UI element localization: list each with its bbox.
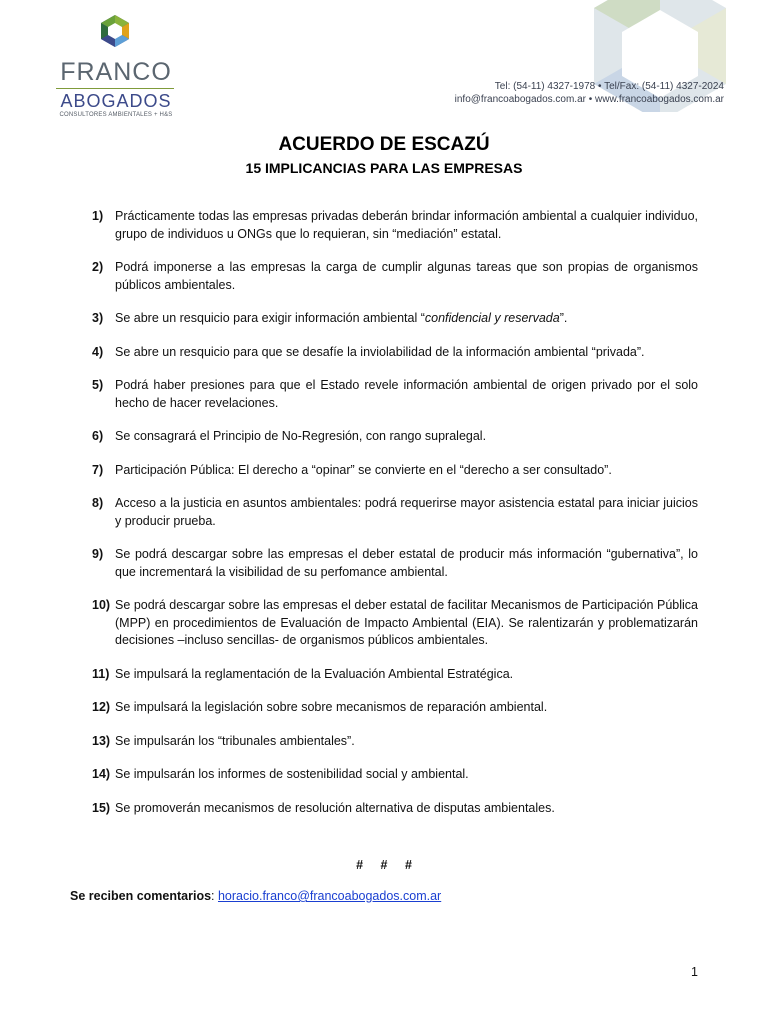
contact-phones: Tel: (54-11) 4327-1978 • Tel/Fax: (54-11) 4327-2024 xyxy=(494,81,724,92)
item-text: Se podrá descargar sobre las empresas el deber estatal de facilitar Mecanismos de Participación Pública (MPP) en procedimientos de Evaluación de Impacto Ambiental (EIA). Se ralentizarán y problematizarán decisiones –incluso sencillas- de organismos públicos ambientales. xyxy=(115,598,698,647)
document-subtitle: 15 IMPLICANCIAS PARA LAS EMPRESAS xyxy=(245,160,523,176)
item-text: Participación Pública: El derecho a “opinar” se convierte en el “derecho a ser consultado”. xyxy=(115,462,612,477)
item-text-italic: confidencial y reservada xyxy=(424,311,560,325)
item-number: 13) xyxy=(92,733,111,748)
item-number: 12) xyxy=(92,700,111,714)
list-item xyxy=(86,546,698,581)
item-text-after: ”. xyxy=(559,311,568,325)
item-number: 6) xyxy=(92,429,104,443)
item-text: Se podrá descargar sobre las empresas el deber estatal de producir más información “gubernativa”, lo que incrementará la visibilidad de su perfomance ambiental. xyxy=(115,547,698,579)
contact-info xyxy=(455,80,724,106)
list-item xyxy=(86,766,698,784)
list-item xyxy=(86,259,698,294)
item-text: Se promoverán mecanismos de resolución alternativa de disputas ambientales. xyxy=(115,800,555,815)
list-item xyxy=(86,733,698,751)
item-number: 15) xyxy=(92,800,111,815)
item-text: Podrá imponerse a las empresas la carga de cumplir algunas tareas que son propias de organismos públicos ambientales. xyxy=(115,260,698,292)
list-item xyxy=(86,428,698,446)
item-number: 14) xyxy=(92,767,111,781)
item-number: 11) xyxy=(92,666,110,681)
list-item xyxy=(86,344,698,362)
item-number: 2) xyxy=(92,260,104,274)
item-number: 4) xyxy=(92,344,104,359)
list-item xyxy=(86,800,698,818)
item-text: Podrá haber presiones para que el Estado revele información ambiental de origen privado por el solo hecho de hacer revelaciones. xyxy=(115,378,698,410)
item-text: Se consagrará el Principio de No-Regresión, con rango supralegal. xyxy=(115,429,487,443)
item-text: Acceso a la justicia en asuntos ambientales: podrá requerirse mayor asistencia estatal para iniciar juicios y producir prueba. xyxy=(115,496,698,528)
comments-email-link[interactable]: horacio.franco@francoabogados.com.ar xyxy=(217,889,442,903)
contact-web: info@francoabogados.com.ar • www.francoabogados.com.ar xyxy=(454,94,724,105)
list-item xyxy=(86,208,698,243)
item-text: Se impulsarán los “tribunales ambientales”. xyxy=(115,733,355,748)
comments-label: Se reciben comentarios xyxy=(70,889,212,903)
item-text: Se impulsarán los informes de sostenibilidad social y ambiental. xyxy=(115,767,469,781)
item-text: Se impulsará la legislación sobre sobre mecanismos de reparación ambiental. xyxy=(115,700,548,714)
list-item xyxy=(86,377,698,412)
list-item xyxy=(86,310,698,328)
section-separator: # # # xyxy=(356,858,412,872)
item-text: Prácticamente todas las empresas privadas deberán brindar información ambiental a cualquier individuo, grupo de individuos u ONGs que lo requieran, sin “mediación” estatal. xyxy=(115,209,698,241)
item-text-before: Se abre un resquicio para exigir información ambiental “ xyxy=(115,311,425,325)
item-number: 9) xyxy=(92,547,104,561)
list-item xyxy=(86,666,698,684)
item-text xyxy=(115,311,567,325)
list-item xyxy=(86,495,698,530)
implications-list xyxy=(86,208,698,833)
list-item xyxy=(86,462,698,480)
logo-tagline: CONSULTORES AMBIENTALES + H&S xyxy=(59,112,173,118)
logo-name: FRANCO xyxy=(60,58,172,86)
page-number: 1 xyxy=(691,965,698,979)
item-number: 1) xyxy=(92,209,104,223)
hexagon-logo-icon xyxy=(98,14,132,48)
logo-divider xyxy=(56,88,174,89)
item-number: 7) xyxy=(92,462,104,477)
logo-sub: ABOGADOS xyxy=(60,91,172,111)
item-text: Se impulsará la reglamentación de la Evaluación Ambiental Estratégica. xyxy=(115,666,514,681)
item-text: Se abre un resquicio para que se desafíe la inviolabilidad de la información ambiental “privada”. xyxy=(115,344,645,359)
comments-line: Se reciben comentarios: horacio.franco@francoabogados.com.ar xyxy=(70,889,442,903)
list-item xyxy=(86,597,698,650)
item-number: 5) xyxy=(92,378,104,392)
list-item xyxy=(86,699,698,717)
item-number: 10) xyxy=(92,598,111,612)
item-number: 8) xyxy=(92,496,104,510)
document-title: ACUERDO DE ESCAZÚ xyxy=(278,134,490,155)
item-number: 3) xyxy=(92,311,104,325)
